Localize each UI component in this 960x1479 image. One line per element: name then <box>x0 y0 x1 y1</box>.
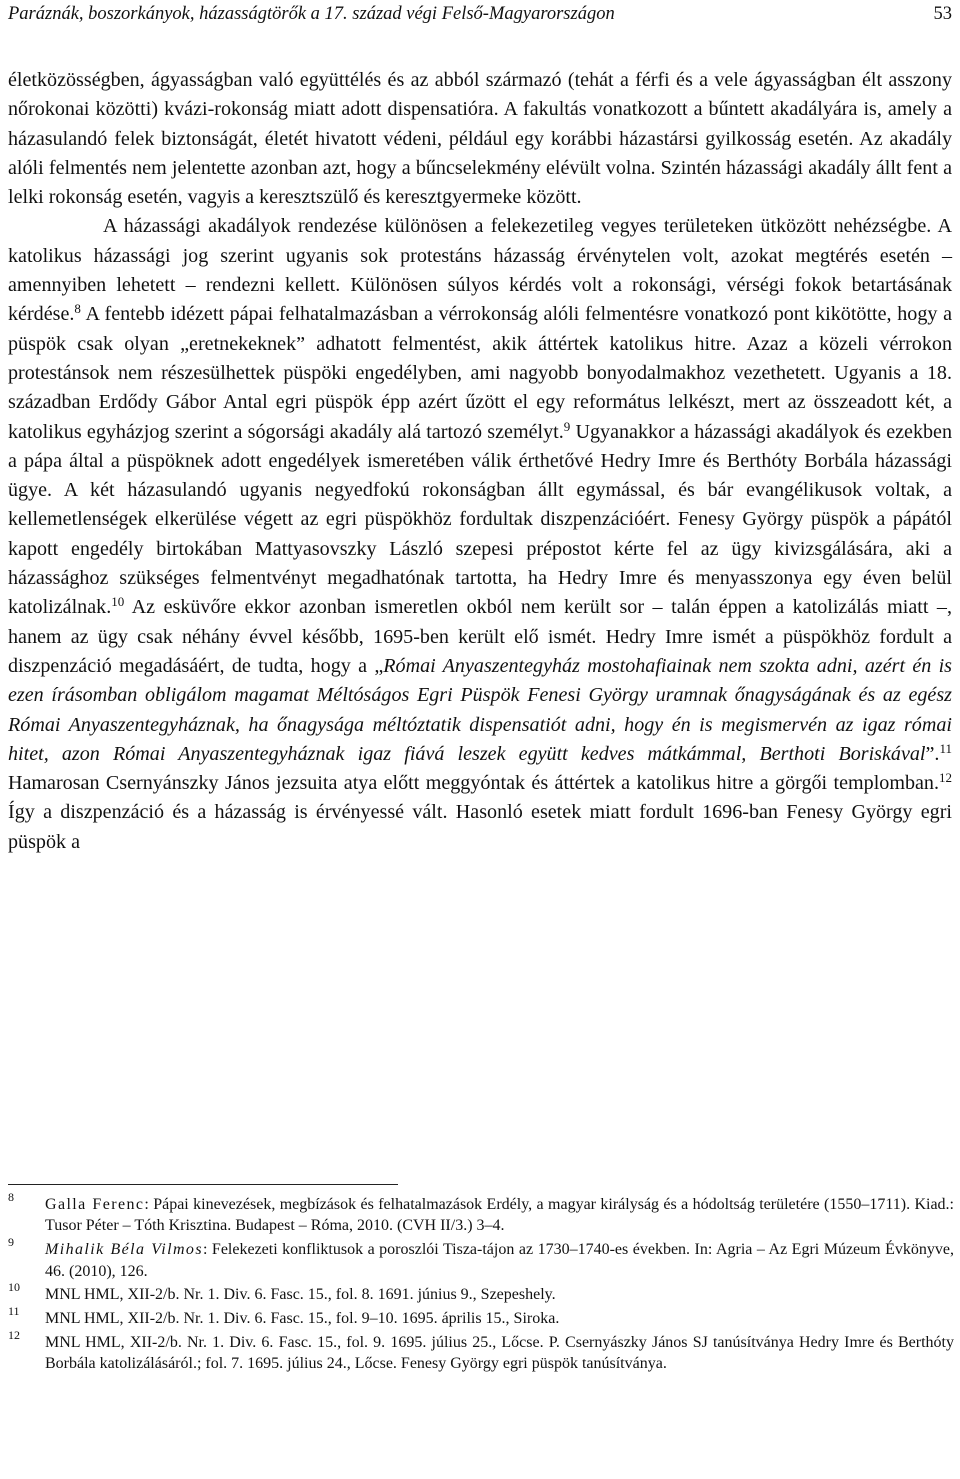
paragraph-2 <box>8 212 952 857</box>
page-header <box>8 2 952 26</box>
quotation: Római Anyaszentegyház mostohafiainak nem szokta adni, azért én is ezen írásomban obligálom magamat Méltóságos Egri Püspök Fenesi György uramnak őnagyságának és az egész Római Anyaszentegyháznak, ha őnagysága méltóztatik dispensatiót adni, hogy én is megismervén az igaz római hitet, azon Római Anyaszentegyháznak igaz fiává leszek együtt kedves mátkámmal, Berthoti Boriskával <box>8 654 953 765</box>
footnote-ref-12[interactable]: 12 <box>939 770 952 786</box>
footnote-text: : Pápai kinevezések, megbízások és felhatalmazások Erdély, a magyar királyság és a hódoltság területére (1550–1711). Kiad.: Tusor Péter – Tóth Krisztina. Budapest – Róma, 2010. (CVH II/3.) 3–4. <box>45 1196 955 1235</box>
footnote-text: MNL HML, XII-2/b. Nr. 1. Div. 6. Fasc. 15., fol. 9–10. 1695. április 15., Siroka. <box>45 1310 560 1328</box>
footnote-9 <box>8 1235 954 1282</box>
footnote-number: 9 <box>8 1235 14 1250</box>
footnote-number: 10 <box>8 1280 20 1295</box>
paragraph-2-text-e: ”. <box>925 742 940 765</box>
footnote-ref-8[interactable]: 8 <box>74 301 81 317</box>
paragraph-2-text-c: Ugyanakkor a házassági akadályok és ezekben a pápa által a püspöknek adott engedélyek ismeretében válik érthetővé Hedry Imre és Berthóty Borbála házassági ügye. A két házasulandó ugyanis negyedfokú rokonságban állt egymással, és bár evangélikusok voltak, a kellemetlenségek elkerülése végett az egri püspökhöz fordultak diszpenzációért. Fenesy György püspök a pápától kapott engedély birtokában Mattyasovszky László szepesi prépostot kérte fel az ügy kivizsgálására, aki a házassághoz szükséges felmentvényt megadhatónak tartotta, ha Hedry Imre és menyasszonya egy éven belül katolizálnak. <box>8 420 953 619</box>
footnote-10 <box>8 1280 954 1305</box>
footnote-author: Galla Ferenc <box>45 1196 145 1213</box>
paragraph-2-text-a: A házassági akadályok rendezése különösen a felekezetileg vegyes területeken ütközött nehézségbe. A katolikus házassági jog szerint ugyanis sok protestáns házasság érvénytelen volt, azokat megtérés esetén – amennyiben lehetett – rendezni kellett. Különösen súlyos kérdés volt a rokonsági, vérségi fokok betartásának kérdése. <box>8 215 952 326</box>
footnote-text: : Felekezeti konfliktusok a poroszlói Tisza-tájon az 1730–1740-es években. In: Agria – Az Egri Múzeum Évkönyve, 46. (2010), 126. <box>45 1241 954 1280</box>
footnote-number: 8 <box>8 1190 14 1204</box>
footnote-8 <box>8 1190 955 1237</box>
paragraph-2-text-f: Hamarosan Csernyánszky János jezsuita atya előtt meggyóntak és áttértek a katolikus hitre a görgői templomban. <box>8 772 939 795</box>
footnote-number: 12 <box>8 1328 20 1342</box>
footnotes <box>8 1190 955 1377</box>
footnote-author: Mihalik Béla Vilmos <box>45 1241 203 1259</box>
footnote-ref-10[interactable]: 10 <box>111 594 125 610</box>
footnote-11 <box>8 1304 954 1329</box>
footnote-ref-11[interactable]: 11 <box>939 740 952 756</box>
paragraph-2-text-g: Így a diszpenzáció és a házasság is érvényessé vált. Hasonló esetek miatt fordult 1696-ban Fenesy György egri püspök a <box>8 801 952 853</box>
page-number: 53 <box>933 4 952 24</box>
paragraph-1 <box>8 66 952 212</box>
footnote-text: MNL HML, XII-2/b. Nr. 1. Div. 6. Fasc. 15., fol. 8. 1691. június 9., Szepeshely. <box>45 1286 556 1304</box>
body-text <box>8 66 952 857</box>
footnote-number: 11 <box>8 1304 20 1319</box>
footnote-text: MNL HML, XII-2/b. Nr. 1. Div. 6. Fasc. 15., fol. 9. 1695. július 25., Lőcse. P. Csernyászky János SJ tanúsítványa Hedry Imre és Berthóty Borbála katolizálásáról.; fol. 7. 1695. július 24., Lőcse. Fenesy György egri püspök tanúsítványa. <box>45 1334 954 1373</box>
footnote-divider <box>8 1184 398 1185</box>
running-title: Paráznák, boszorkányok, házasságtörők a 17. század végi Felső-Magyarországon <box>8 4 615 24</box>
paragraph-2-text-d: Az esküvőre ekkor azonban ismeretlen okból nem került sor – talán éppen a katolizálás miatt –, hanem az ügy csak néhány évvel később, 1695-ben került elő ismét. Hedry Imre ismét a püspökhöz fordult a diszpenzáció megadásáért, de tudta, hogy a „ <box>8 596 952 677</box>
paragraph-2-text-b: A fentebb idézett pápai felhatalmazásban a vérrokonság alóli felmentésre vonatkozó pont kikötötte, hogy a püspök csak olyan „eretnekeknek” adhatott felmentést, akik áttértek katolikus hitre. Azaz a közeli vérrokon protestánsok nem részesülhettek püspöki engedélyben, ami nagyobb bonyodalmakhoz vezethetett. Ugyanis a 18. században Erdődy Gábor Antal egri püspök épp azért űzött el egy református lelkészt, mert az összeadott két, a katolikus egyházjog szerint a sógorsági akadály alá tartozó személyt. <box>8 303 952 443</box>
paragraph-1-text: életközösségben, ágyasságban való együttélés és az abból származó (tehát a férfi és a vele ágyasságban élt asszony nőrokonai közötti) kvázi-rokonság miatt adott dispensatióra. A fakultás vonatkozott a bűntett akadályára is, amely a házasulandó felek biztonságát, életét hivatott védeni, például egy korábbi házastársi gyilkosság esetén. Az akadály alóli felmentés nem jelentette azonban azt, hogy a bűncselekmény elévült volna. Szintén házassági akadály állt fent a lelki rokonság esetén, vagyis a keresztszülő és keresztgyermeke között. <box>8 69 952 209</box>
footnote-ref-9[interactable]: 9 <box>563 418 571 434</box>
footnote-12 <box>8 1328 954 1375</box>
